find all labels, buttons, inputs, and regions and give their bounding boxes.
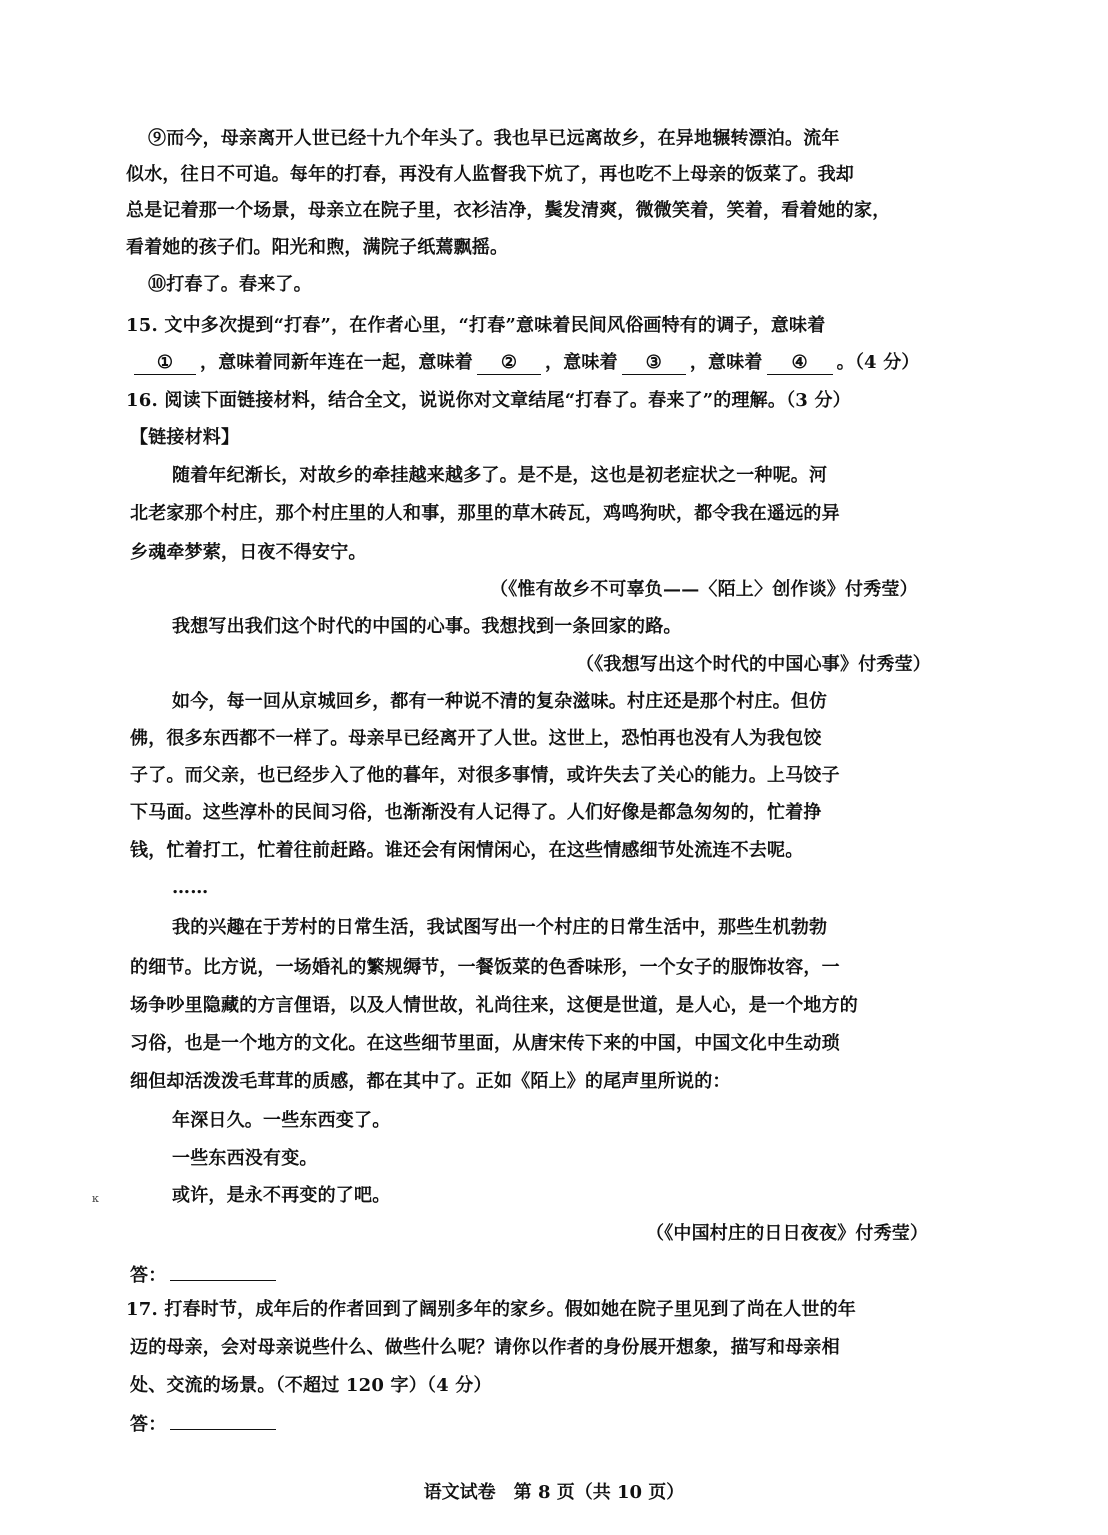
page-footer: 语文试卷 第 8 页（共 10 页） [423,1482,685,1503]
q15-blank-1[interactable]: ① [134,352,196,375]
q17-answer-label: 答： [130,1414,167,1435]
q16-m4-line5: 细但却活泼泼毛茸茸的质感，都在其中了。正如《陌上》的尾声里所说的： [130,1071,731,1092]
q17-line2: 迈的母亲，会对母亲说些什么、做些什么呢？请你以作者的身份展开想象，描写和母亲相 [130,1337,840,1358]
q16-answer-line[interactable] [170,1262,276,1281]
q15-blank-4[interactable]: ④ [767,352,833,375]
q15-text-4: 。（4 分） [836,352,920,373]
q16-m1-line3: 乡魂牵梦萦，日夜不得安宁。 [130,542,367,563]
q16-m4-line8: 或许，是永不再变的了吧。 [172,1185,391,1206]
q15-text-2: ，意味着 [545,352,618,373]
q16-m4-source: （《中国村庄的日日夜夜》付秀莹） [646,1223,929,1244]
q16-m3-line3: 子了。而父亲，也已经步入了他的暮年，对很多事情，或许失去了关心的能力。上马饺子 [130,765,840,786]
q15-text-3: ，意味着 [689,352,763,373]
q16-m2-source: （《我想写出这个时代的中国心事》付秀莹） [576,654,931,675]
q17-line1: 17. 打春时节，成年后的作者回到了阔别多年的家乡。假如她在院子里见到了尚在人世的年 [126,1299,856,1320]
p10-line: ⑩打春了。春来了。 [148,274,312,295]
q16-m1-line1: 随着年纪渐长，对故乡的牵挂越来越多了。是不是，这也是初老症状之一种呢。河 [172,465,828,486]
q16-m1-source: （《惟有故乡不可辜负——〈陌上〉创作谈》付秀莹） [490,579,918,600]
q16-m3-line4: 下马面。这些淳朴的民间习俗，也渐渐没有人记得了。人们好像是都急匆匆的，忙着挣 [130,802,822,823]
q16-m4-line3: 场争吵里隐藏的方言俚语，以及人情世故，礼尚往来，这便是世道，是人心，是一个地方的 [130,995,858,1016]
p9-line3: 总是记着那一个场景，母亲立在院子里，衣衫洁净，鬓发清爽，微微笑着，笑着，看着她的家， [126,200,891,221]
q15-text-1: ，意味着同新年连在一起，意味着 [200,352,473,373]
q16-m2-line1: 我想写出我们这个时代的中国的心事。我想找到一条回家的路。 [172,616,682,637]
q15-blank-2[interactable]: ② [477,352,541,375]
q16-m1-line2: 北老家那个村庄，那个村庄里的人和事，那里的草木砖瓦，鸡鸣狗吠，都令我在遥远的异 [130,503,840,524]
q16-material-label: 【链接材料】 [130,427,240,448]
q16-m4-line7: 一些东西没有变。 [172,1148,318,1169]
q16-stem: 16. 阅读下面链接材料，结合全文，说说你对文章结尾“打春了。春来了”的理解。（3 分） [126,390,851,411]
q16-answer [130,1262,276,1288]
q17-answer-line[interactable] [170,1411,276,1430]
q15-blank-3[interactable]: ③ [622,352,686,375]
q15-blanks-line [130,351,920,375]
stray-mark: ĸ [92,1192,99,1205]
q15-stem: 15. 文中多次提到“打春”，在作者心里，“打春”意味着民间风俗画特有的调子，意味着 [126,315,826,336]
q16-m4-line4: 习俗，也是一个地方的文化。在这些细节里面，从唐宋传下来的中国，中国文化中生动琐 [130,1033,840,1054]
p9-line1: ⑨而今，母亲离开人世已经十九个年头了。我也早已远离故乡，在异地辗转漂泊。流年 [148,128,840,149]
q16-m3-line5: 钱，忙着打工，忙着往前赶路。谁还会有闲情闲心，在这些情感细节处流连不去呢。 [130,840,804,861]
q16-m4-line6: 年深日久。一些东西变了。 [172,1110,391,1131]
q17-line3: 处、交流的场景。（不超过 120 字）（4 分） [130,1375,492,1396]
q16-m3-line2: 佛，很多东西都不一样了。母亲早已经离开了人世。这世上，恐怕再也没有人为我包饺 [130,728,822,749]
q16-m4-line1: 我的兴趣在于芳村的日常生活，我试图写出一个村庄的日常生活中，那些生机勃勃 [172,917,828,938]
q16-ellipsis: …… [172,877,209,898]
p9-line4: 看着她的孩子们。阳光和煦，满院子纸蔫飘摇。 [126,237,509,258]
q16-m3-line1: 如今，每一回从京城回乡，都有一种说不清的复杂滋味。村庄还是那个村庄。但仿 [172,691,828,712]
q16-m4-line2: 的细节。比方说，一场婚礼的繁规缛节，一餐饭菜的色香味形，一个女子的服饰妆容，一 [130,957,840,978]
q16-answer-label: 答： [130,1265,167,1286]
q17-answer [130,1411,276,1437]
p9-line2: 似水，往日不可追。每年的打春，再没有人监督我下炕了，再也吃不上母亲的饭菜了。我却 [126,164,854,185]
